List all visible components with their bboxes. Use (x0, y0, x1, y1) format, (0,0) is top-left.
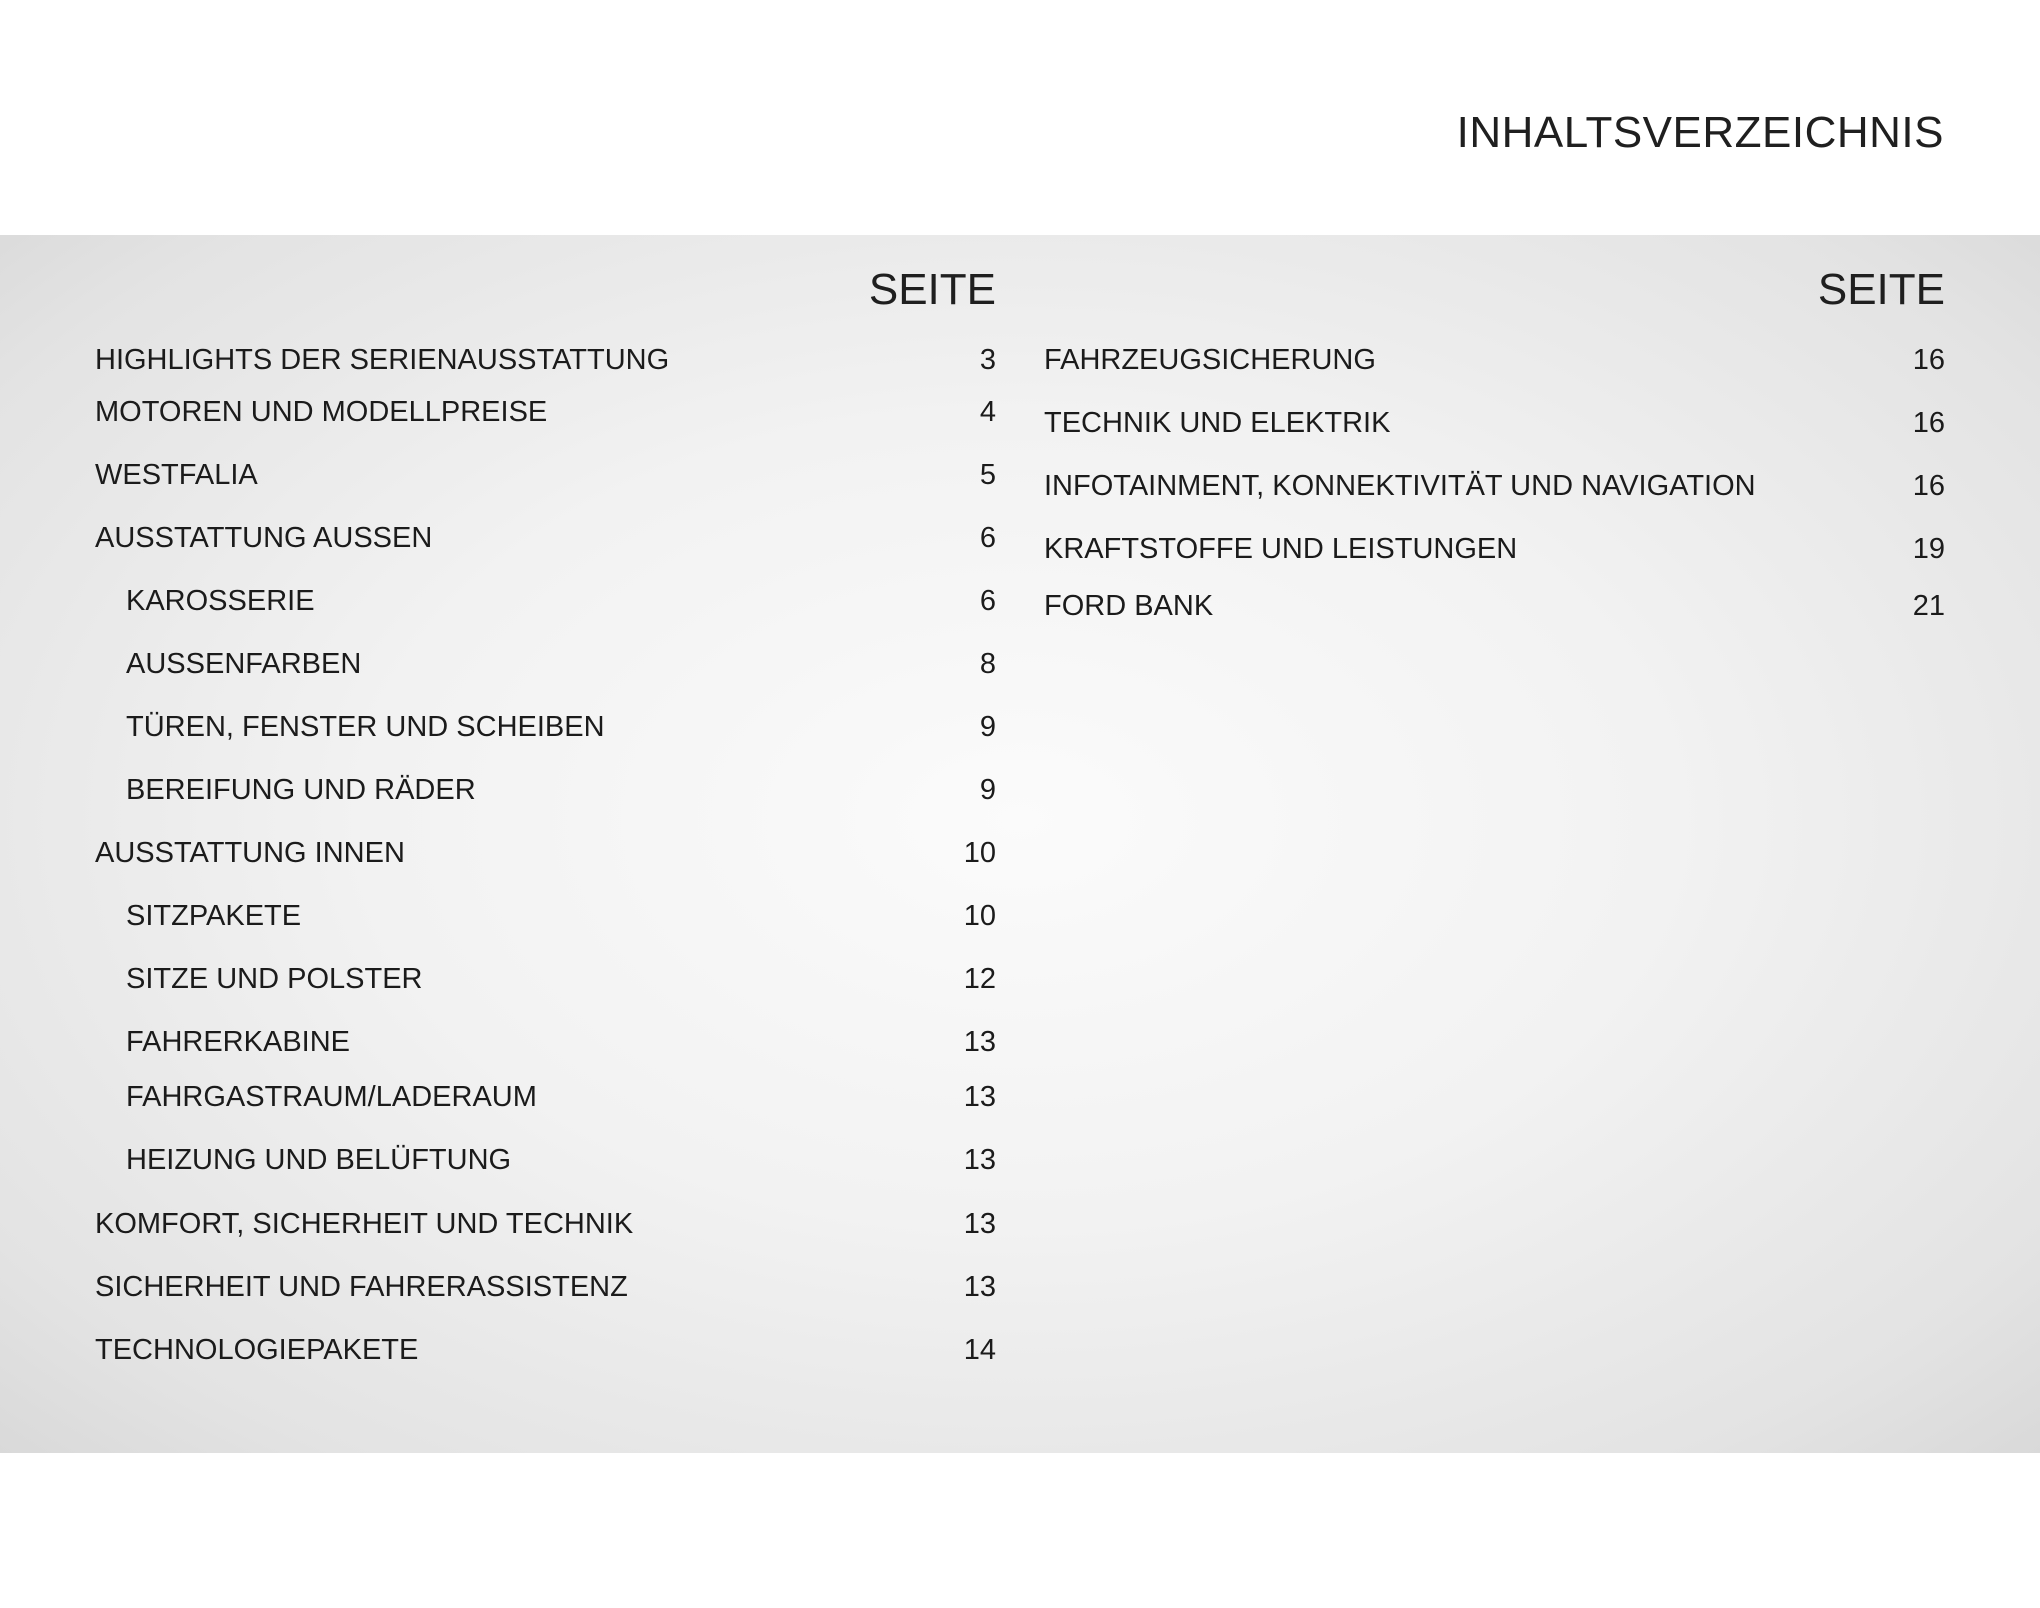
toc-entry-page: 13 (963, 1026, 996, 1058)
toc-subentry[interactable] (95, 1140, 996, 1180)
toc-entry-label: TECHNIK UND ELEKTRIK (1044, 407, 1391, 439)
toc-entry-page: 12 (963, 963, 996, 995)
toc-entry[interactable] (95, 1267, 996, 1307)
toc-entry-page: 9 (979, 711, 996, 743)
toc-entry[interactable] (1044, 529, 1945, 569)
toc-subentry[interactable] (95, 1022, 996, 1062)
toc-entry-label: MOTOREN UND MODELLPREISE (95, 396, 548, 428)
toc-entry-label: FORD BANK (1044, 590, 1214, 622)
toc-entry-page: 4 (979, 396, 996, 428)
toc-entry-label: KOMFORT, SICHERHEIT UND TECHNIK (95, 1208, 634, 1240)
toc-subentry[interactable] (95, 1077, 996, 1117)
toc-entry-label: SITZPAKETE (126, 900, 302, 932)
toc-subentry[interactable] (95, 896, 996, 936)
toc-entry-page: 16 (1912, 344, 1945, 376)
toc-entry-label: FAHRERKABINE (126, 1026, 350, 1058)
toc-entry[interactable] (95, 392, 996, 432)
toc-entry[interactable] (1044, 466, 1945, 506)
toc-entry[interactable] (1044, 340, 1945, 380)
toc-panel (0, 235, 2040, 1453)
toc-entry[interactable] (95, 340, 996, 380)
toc-subentry[interactable] (95, 581, 996, 621)
toc-entry-label: HEIZUNG UND BELÜFTUNG (126, 1144, 512, 1176)
toc-entry-page: 6 (979, 585, 996, 617)
toc-entry-label: AUSSTATTUNG INNEN (95, 837, 405, 869)
toc-entry-page: 19 (1912, 533, 1945, 565)
toc-entry-label: HIGHLIGHTS DER SERIENAUSSTATTUNG (95, 344, 670, 376)
toc-subentry[interactable] (95, 644, 996, 684)
toc-entry[interactable] (95, 518, 996, 558)
toc-entry-page: 13 (963, 1271, 996, 1303)
toc-entry-page: 16 (1912, 407, 1945, 439)
toc-subentry[interactable] (95, 770, 996, 810)
toc-subentry[interactable] (95, 959, 996, 999)
toc-entry-label: WESTFALIA (95, 459, 258, 491)
toc-entry-label: TÜREN, FENSTER UND SCHEIBEN (126, 711, 605, 743)
toc-entry-label: AUSSENFARBEN (126, 648, 362, 680)
toc-entry-label: TECHNOLOGIEPAKETE (95, 1334, 419, 1366)
page-column-heading: SEITE (868, 265, 996, 314)
toc-entry[interactable] (95, 833, 996, 873)
toc-entry-label: INFOTAINMENT, KONNEKTIVITÄT UND NAVIGATION (1044, 470, 1756, 502)
toc-entry-page: 16 (1912, 470, 1945, 502)
toc-entry-label: SICHERHEIT UND FAHRERASSISTENZ (95, 1271, 628, 1303)
toc-entry-page: 21 (1912, 590, 1945, 622)
toc-subentry[interactable] (95, 707, 996, 747)
toc-entry-page: 10 (963, 900, 996, 932)
toc-entry-label: FAHRGASTRAUM/LADERAUM (126, 1081, 537, 1113)
toc-entry[interactable] (95, 1330, 996, 1370)
toc-entry-label: BEREIFUNG UND RÄDER (126, 774, 476, 806)
page-title: INHALTSVERZEICHNIS (1456, 108, 1944, 157)
page-column-heading: SEITE (1817, 265, 1945, 314)
toc-entry[interactable] (95, 1204, 996, 1244)
toc-entry-page: 10 (963, 837, 996, 869)
toc-entry[interactable] (1044, 403, 1945, 443)
toc-entry-page: 13 (963, 1081, 996, 1113)
toc-entry-page: 5 (979, 459, 996, 491)
toc-entry-page: 3 (979, 344, 996, 376)
toc-entry-page: 6 (979, 522, 996, 554)
toc-entry-label: SITZE UND POLSTER (126, 963, 423, 995)
toc-entry[interactable] (1044, 586, 1945, 626)
toc-entry-page: 9 (979, 774, 996, 806)
toc-entry-label: KAROSSERIE (126, 585, 315, 617)
toc-entry-label: AUSSTATTUNG AUSSEN (95, 522, 433, 554)
toc-entry-page: 14 (963, 1334, 996, 1366)
toc-entry[interactable] (95, 455, 996, 495)
toc-entry-page: 13 (963, 1144, 996, 1176)
toc-entry-label: KRAFTSTOFFE UND LEISTUNGEN (1044, 533, 1518, 565)
toc-entry-label: FAHRZEUGSICHERUNG (1044, 344, 1376, 376)
toc-entry-page: 13 (963, 1208, 996, 1240)
toc-entry-page: 8 (979, 648, 996, 680)
